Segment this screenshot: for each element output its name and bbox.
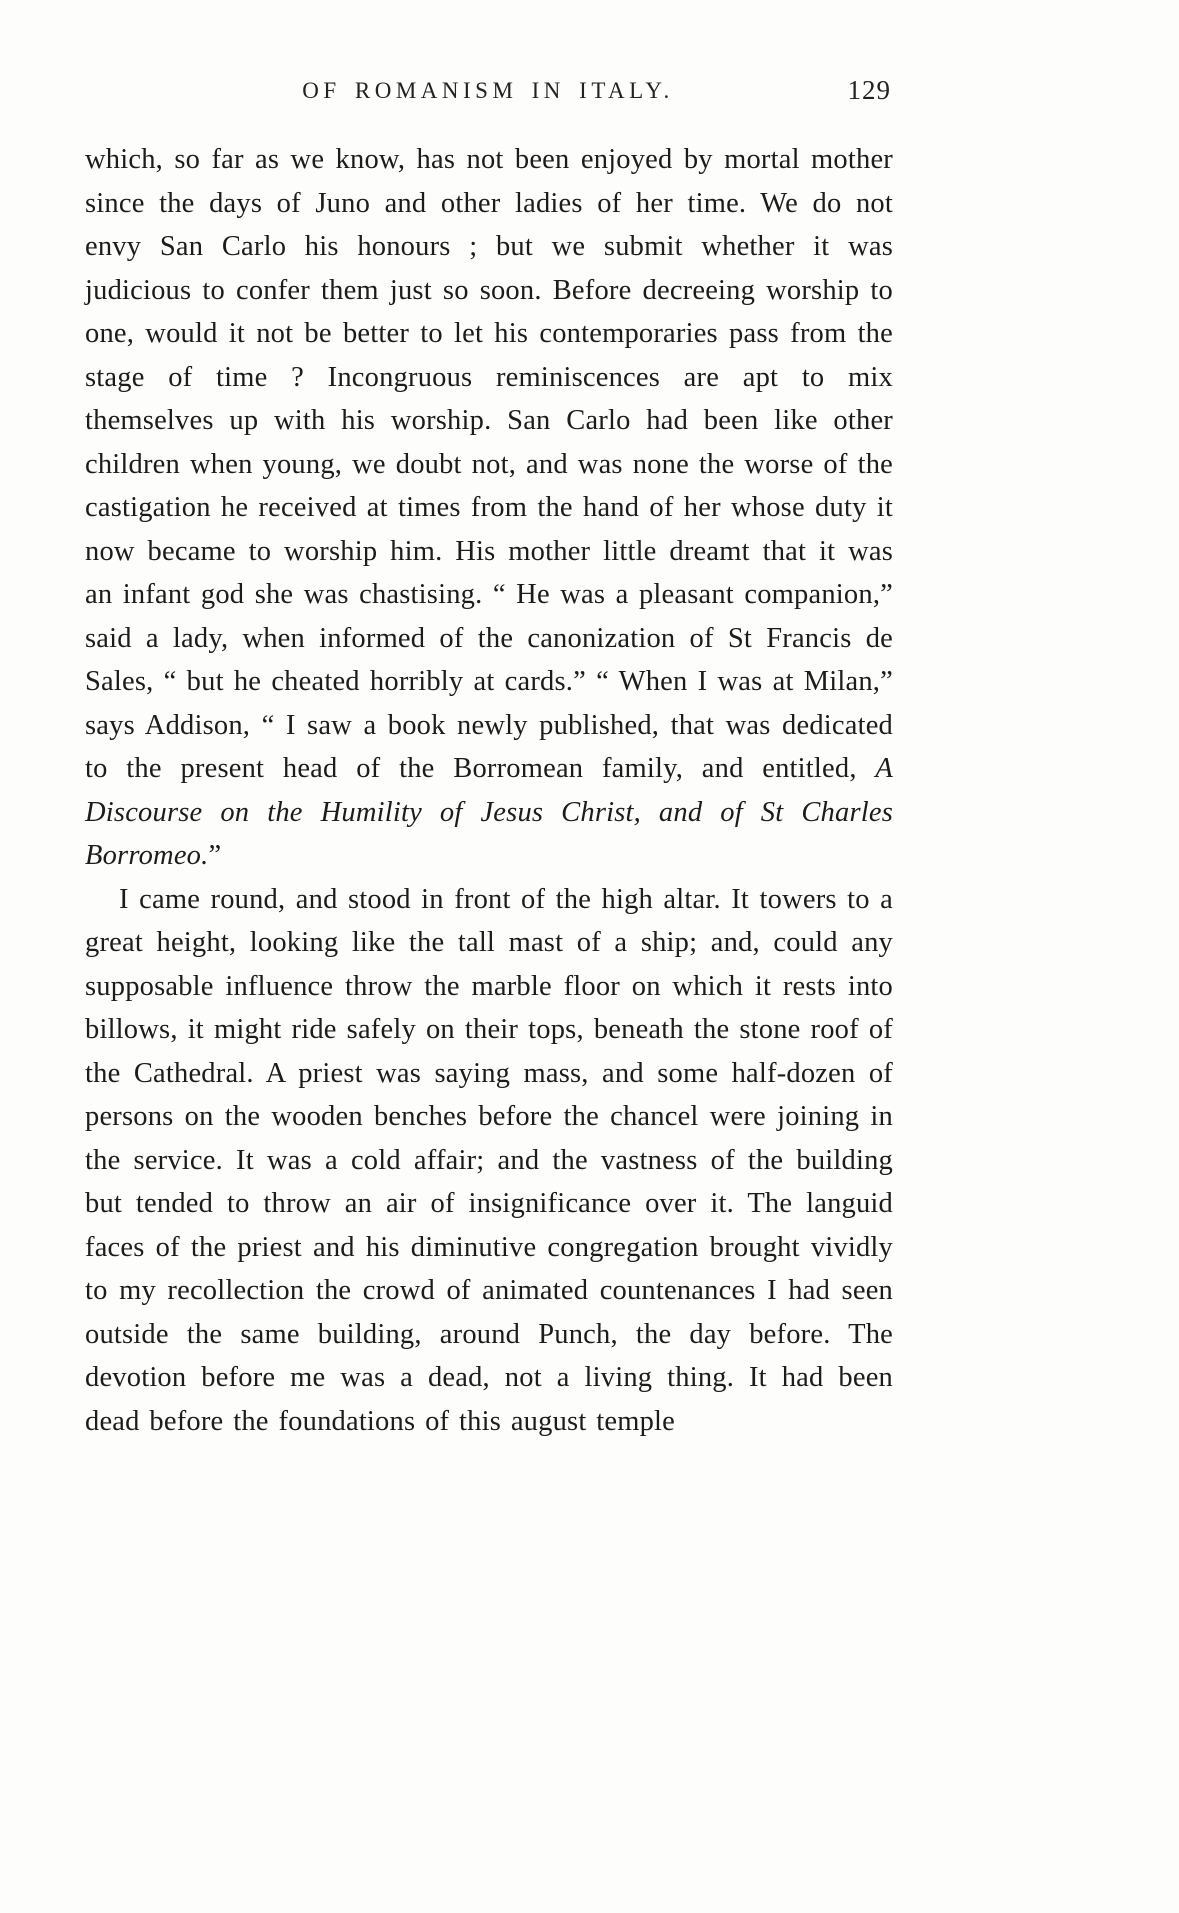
page-header: [85, 75, 891, 114]
page-body: [85, 138, 893, 1443]
paragraph-1-closing-quote: ”: [208, 840, 222, 871]
paragraph-2: I came round, and stood in front of the high altar. It towers to a great height, looking like the tall mast of a ship; and, could any supposable influence throw the marble floor on which it rests into billows, it might ride safely on their tops, beneath the stone roof of the Cathedral. A priest was saying mass, and some half-dozen of persons on the wooden benches before the chancel were joining in the service. It was a cold affair; and the vastness of the building but tended to throw an air of insignificance over it. The languid faces of the priest and his diminutive congregation brought vividly to my recollection the crowd of animated countenances I had seen outside the same building, around Punch, the day before. The devotion before me was a dead, not a living thing. It had been dead before the foundations of this august temple: [85, 883, 893, 1437]
page-number: 129: [847, 75, 891, 105]
paragraph-1-text: which, so far as we know, has not been enjoyed by mortal mother since the days of Juno and other ladies of her time. We do not envy San Carlo his honours ; but we submit whether it was judicious to confer them just so soon. Before decreeing worship to one, would it not be better to let his contemporaries pass from the stage of time ? Incongruous reminiscences are apt to mix themselves up with his worship. San Carlo had been like other children when young, we doubt not, and was none the worse of the castigation he received at times from the hand of her whose duty it now became to worship him. His mother little dreamt that it was an infant god she was chastising. “ He was a pleasant companion,” said a lady, when informed of the canonization of St Francis de Sales, “ but he cheated horribly at cards.” “ When I was at Milan,” says Addison, “ I saw a book newly published, that was dedicated to the present head of the Borromean family, and entitled,: [85, 144, 893, 784]
running-title: OF ROMANISM IN ITALY.: [302, 78, 674, 103]
book-title-italic: A Discourse on the Humility of Jesus Christ, and of St Charles Borromeo.: [85, 753, 893, 871]
paragraph-1: [85, 138, 893, 878]
